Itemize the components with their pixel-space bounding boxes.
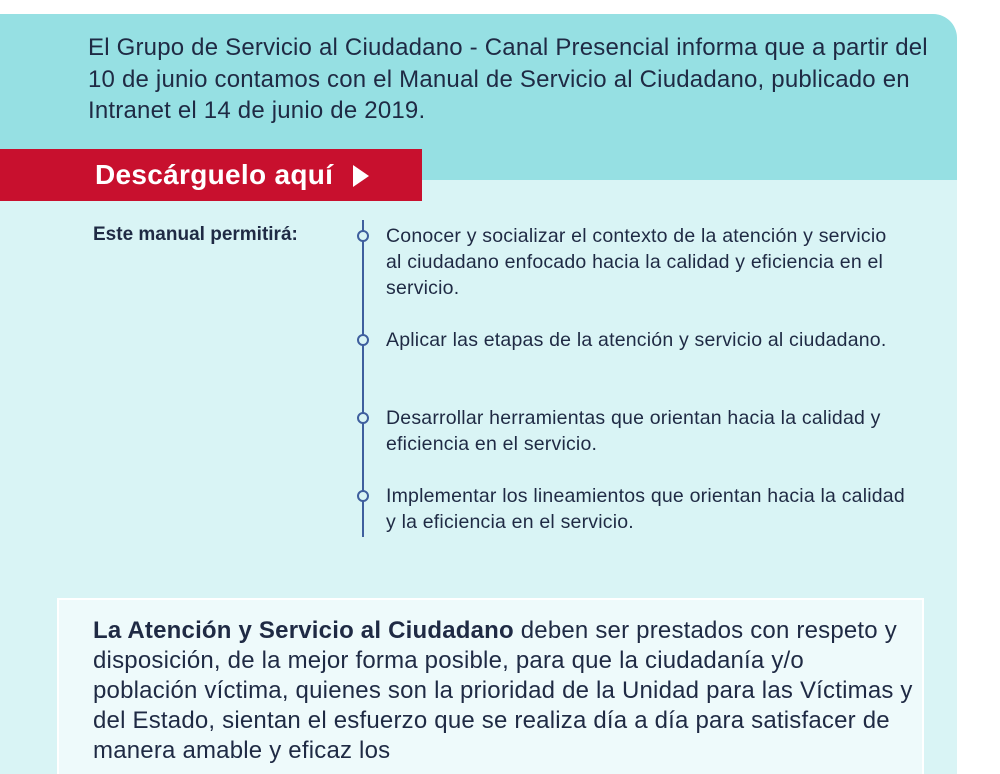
- manual-label: Este manual permitirá:: [93, 224, 298, 245]
- intro-text: El Grupo de Servicio al Ciudadano - Canal Presencial informa que a partir del 10 de junio contamos con el Manual de Servicio al Ciudadano, publicado en Intranet el 14 de junio de 2019.: [88, 34, 928, 124]
- list-item: Desarrollar herramientas que orientan hacia la calidad y eficiencia en el servicio.: [386, 407, 881, 455]
- download-label: Descárguelo aquí: [95, 159, 334, 190]
- quote-body-text: deben ser prestados con respeto y disposición, de la mejor forma posible, para que la ciudadanía y/o población víctima, quienes son la prioridad de la Unidad para las Víctimas y del Estado, sientan el esfuerzo que se realiza día a día para satisfacer de manera amable y eficaz los: [93, 617, 913, 764]
- info-card: [0, 14, 957, 774]
- timeline-bullet-icon: [357, 490, 369, 502]
- play-icon: [353, 165, 369, 187]
- timeline-bullet-icon: [357, 412, 369, 424]
- list-item: Aplicar las etapas de la atención y servicio al ciudadano.: [386, 329, 887, 351]
- quote-text: [93, 616, 913, 766]
- timeline-bullet-icon: [357, 230, 369, 242]
- list-item: Implementar los lineamientos que orientan hacia la calidad y la eficiencia en el servicio.: [386, 485, 905, 533]
- timeline-bullet-icon: [357, 334, 369, 346]
- quote-box: [57, 598, 924, 774]
- download-button[interactable]: [0, 149, 422, 201]
- list-item: Conocer y socializar el contexto de la atención y servicio al ciudadano enfocado hacia la calidad y eficiencia en el servicio.: [386, 225, 887, 299]
- quote-bold-text: La Atención y Servicio al Ciudadano: [93, 617, 514, 644]
